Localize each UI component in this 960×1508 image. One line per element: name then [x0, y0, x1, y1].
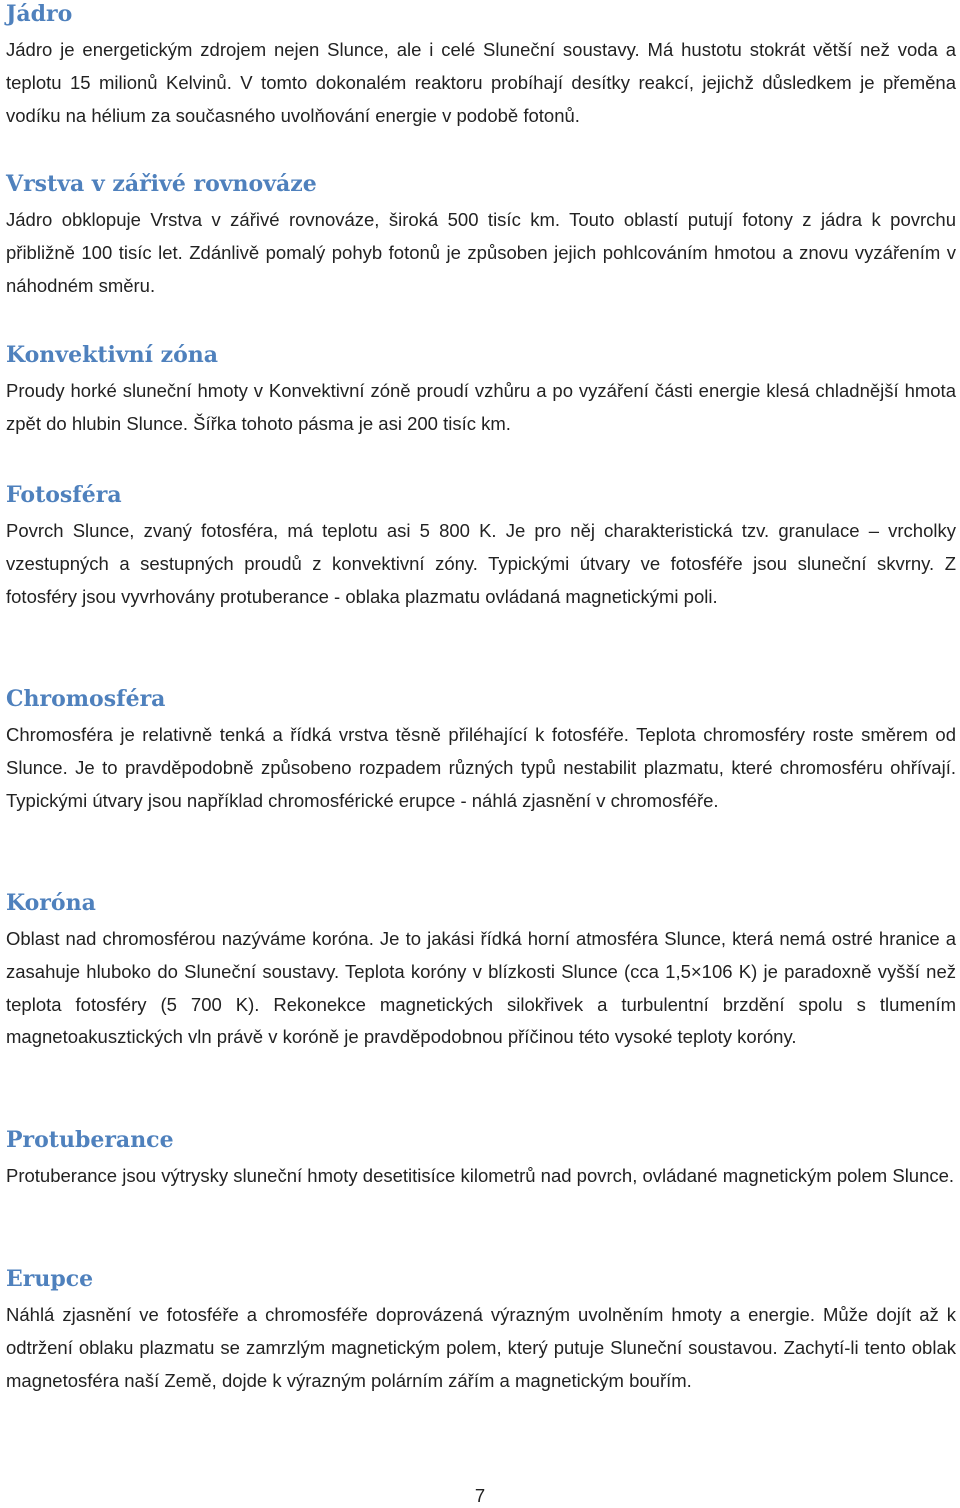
section-konvektivni-zona — [6, 341, 956, 441]
section-vrstva-v-zarive-rovnovaze — [6, 170, 956, 302]
section-paragraph: Oblast nad chromosférou nazýváme koróna. Je to jakási řídká horní atmosféra Slunce, která nemá ostré hranice a zasahuje hluboko do Sluneční soustavy. Teplota koróny v blízkosti Slunce (cca 1,5×106 K) je paradoxně vyšší než teplota fotosféry (5 700 K). Rekonekce magnetických silokřivek a turbulentní brzdění spolu s tlumením magnetoakusztických vln právě v koróně je pravděpodobnou příčinou této vysoké teploty koróny. — [6, 928, 956, 1048]
section-heading: Koróna — [6, 890, 96, 916]
section-heading: Konvektivní zóna — [6, 342, 219, 368]
section-paragraph: Chromosféra je relativně tenká a řídká vrstva těsně přiléhající k fotosféře. Teplota chromosféry roste směrem od Slunce. Je to pravděpodobně způsobeno rozpadem různých typů nestabilit plazmatu, které chromosféru ohřívají. Typickými útvary jsou například chromosférické erupce - náhlá zjasnění v chromosféře. — [6, 724, 956, 811]
section-paragraph: Protuberance jsou výtrysky sluneční hmoty desetitisíce kilometrů nad povrch, ovládané magnetickým polem Slunce. — [6, 1165, 955, 1186]
section-paragraph: Jádro je energetickým zdrojem nejen Slunce, ale i celé Sluneční soustavy. Má hustotu stokrát větší než voda a teplotu 15 milionů Kelvinů. V tomto dokonalém reaktoru probíhají desítky reakcí, jejichž důsledkem je přeměna vodíku na hélium za současného uvolňování energie v podobě fotonů. — [6, 39, 956, 126]
section-jadro — [6, 0, 956, 132]
section-chromosfera — [6, 685, 956, 817]
section-paragraph: Proudy horké sluneční hmoty v Konvektivní zóně proudí vzhůru a po vyzáření části energie klesá chladnější hmota zpět do hlubin Slunce. Šířka tohoto pásma je asi 200 tisíc km. — [6, 380, 956, 434]
page-number: 7 — [474, 1485, 486, 1506]
section-protuberance — [6, 1126, 956, 1193]
section-fotosfera — [6, 481, 956, 613]
section-heading: Vrstva v zářivé rovnováze — [6, 171, 317, 197]
section-paragraph: Jádro obklopuje Vrstva v zářivé rovnováze, široká 500 tisíc km. Touto oblastí putují fotony z jádra k povrchu přibližně 100 tisíc let. Zdánlivě pomalý pohyb fotonů je způsoben jejich pohlcováním hmotou a znovu vyzářením v náhodném směru. — [6, 209, 956, 296]
section-korona — [6, 889, 956, 1054]
section-heading: Chromosféra — [6, 686, 166, 712]
section-paragraph: Náhlá zjasnění ve fotosféře a chromosféře doprovázená výrazným uvolněním hmoty a energie. Může dojít až k odtržení oblaku plazmatu se zamrzlým magnetickým polem, který putuje Sluneční soustavou. Zachytí-li tento oblak magnetosféra naší Země, dojde k výrazným polárním zářím a magnetickým bouřím. — [6, 1304, 956, 1391]
section-paragraph: Povrch Slunce, zvaný fotosféra, má teplotu asi 5 800 K. Je pro něj charakteristická tzv. granulace – vrcholky vzestupných a sestupných proudů z konvektivní zóny. Typickými útvary ve fotosféře jsou sluneční skvrny. Z fotosféry jsou vyvrhovány protuberance - oblaka plazmatu ovládaná magnetickými poli. — [6, 520, 956, 607]
section-heading: Fotosféra — [6, 482, 122, 508]
section-erupce — [6, 1265, 956, 1397]
section-heading: Jádro — [6, 1, 73, 27]
section-heading: Protuberance — [6, 1127, 174, 1153]
section-heading: Erupce — [6, 1266, 94, 1292]
